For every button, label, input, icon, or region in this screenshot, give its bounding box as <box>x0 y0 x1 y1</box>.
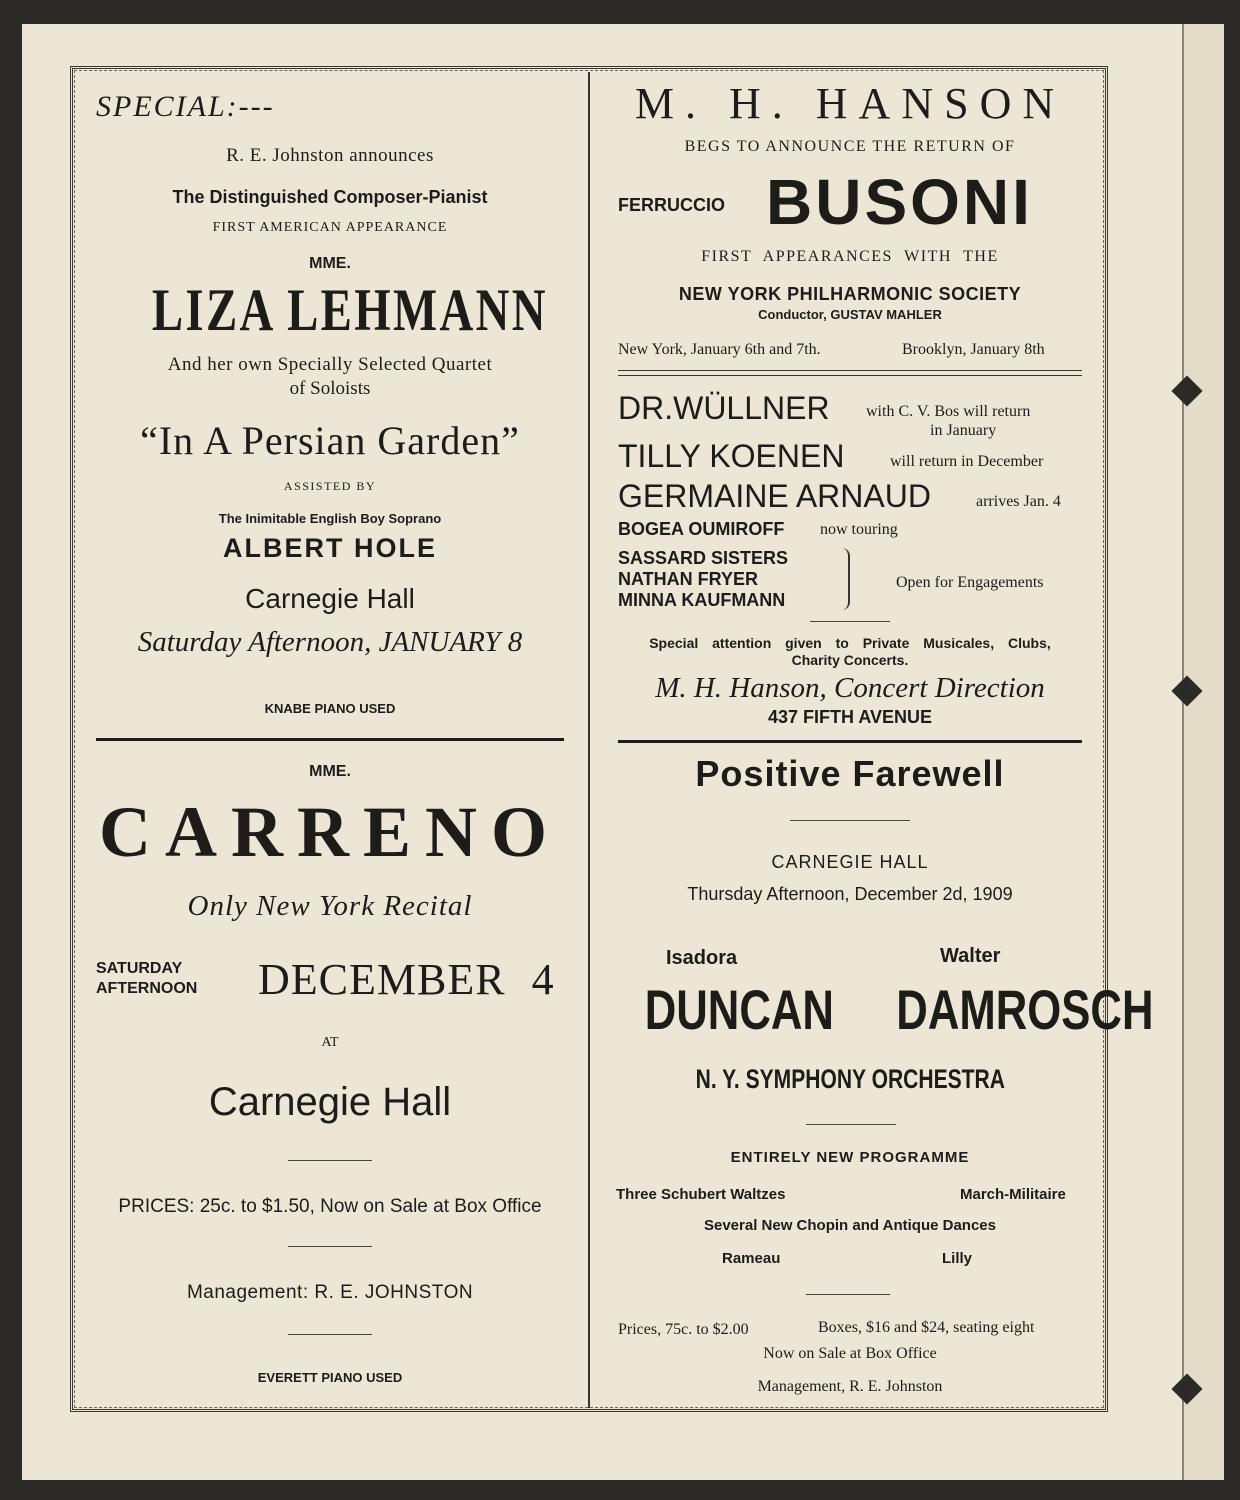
farewell-date: Thursday Afternoon, December 2d, 1909 <box>687 884 1013 904</box>
ny-dates: New York, January 6th and 7th. <box>618 341 821 358</box>
arnaud-note: arrives Jan. 4 <box>976 493 1061 510</box>
soloists-line: of Soloists <box>289 378 371 399</box>
farewell-prices: Prices, 75c. to $2.00 <box>618 1321 749 1338</box>
boy-soprano-line: The Inimitable English Boy Soprano <box>218 511 442 526</box>
lehmann-date: Saturday Afternoon, JANUARY 8 <box>137 626 523 658</box>
arnaud-name: GERMAINE ARNAUD <box>618 478 931 514</box>
mme-label: MME. <box>309 763 351 780</box>
sassard-name: SASSARD SISTERS <box>618 548 789 568</box>
carreno-prices: PRICES: 25c. to $1.50, Now on Sale at Box Office <box>118 1196 542 1217</box>
orchestra-line-text: N. Y. SYMPHONY ORCHESTRA <box>695 1064 1005 1094</box>
everett-piano-note: EVERETT PIANO USED <box>257 1370 403 1385</box>
carreno-name: CARRENO <box>98 792 561 872</box>
open-engagements: Open for Engagements <box>896 574 1044 591</box>
carnegie-hall-venue: CARNEGIE HALL <box>771 852 929 872</box>
special-heading: SPECIAL:--- <box>96 90 275 123</box>
begs-line: BEGS TO ANNOUNCE THE RETURN OF <box>684 138 1016 155</box>
section-rule <box>96 738 564 741</box>
boxes-prices: Boxes, $16 and $24, seating eight <box>818 1319 1035 1336</box>
short-rule <box>806 1294 890 1295</box>
chopin-item: Several New Chopin and Antique Dances <box>703 1217 996 1234</box>
hanson-heading: M. H. HANSON <box>634 79 1066 128</box>
walter-label: Walter <box>940 945 1001 967</box>
farewell-heading: Positive Farewell <box>695 753 1005 794</box>
recital-line: Only New York Recital <box>187 890 473 922</box>
brooklyn-date: Brooklyn, January 8th <box>902 341 1045 358</box>
carreno-management: Management: R. E. JOHNSTON <box>186 1282 474 1303</box>
kaufmann-name: MINNA KAUFMANN <box>618 590 786 610</box>
announces-line: R. E. Johnston announces <box>226 145 434 166</box>
ferruccio-label: FERRUCCIO <box>618 195 725 215</box>
first-appearances-line: FIRST APPEARANCES WITH THE <box>701 248 999 265</box>
koenen-note: will return in December <box>890 453 1044 470</box>
box-office-line: Now on Sale at Box Office <box>763 1345 937 1362</box>
duncan-name <box>618 978 834 1041</box>
double-rule <box>618 370 1082 376</box>
schubert-item: Three Schubert Waltzes <box>616 1186 786 1203</box>
knabe-piano-note: KNABE PIANO USED <box>264 701 396 716</box>
oumiroff-note: now touring <box>820 521 898 538</box>
carreno-date: DECEMBER 4 <box>258 955 555 1004</box>
farewell-management: Management, R. E. Johnston <box>757 1378 943 1395</box>
busoni-name: BUSONI <box>766 166 1033 238</box>
afternoon-label: AFTERNOON <box>96 980 198 997</box>
oumiroff-name: BOGEA OUMIROFF <box>618 519 785 539</box>
damrosch-name-text: DAMROSCH <box>896 978 1154 1041</box>
isadora-label: Isadora <box>666 947 738 969</box>
wullner-note-2: in January <box>930 422 997 439</box>
short-rule <box>790 820 910 821</box>
first-appearance-line: FIRST AMERICAN APPEARANCE <box>212 220 448 235</box>
short-rule <box>288 1246 372 1247</box>
lehmann-name-text: LIZA LEHMANN <box>151 277 548 343</box>
lehmann-name <box>96 277 564 343</box>
page-edge <box>1182 24 1224 1480</box>
conductor-line: Conductor, GUSTAV MAHLER <box>758 307 942 322</box>
saturday-label: SATURDAY <box>96 960 183 977</box>
albert-hole-name: ALBERT HOLE <box>223 533 437 563</box>
address-line: 437 FIFTH AVENUE <box>767 707 933 727</box>
section-rule <box>618 740 1082 743</box>
quartet-line: And her own Specially Selected Quartet <box>167 354 493 375</box>
short-rule <box>806 1124 896 1125</box>
short-rule <box>810 621 890 622</box>
composer-line: The Distinguished Composer-Pianist <box>172 187 488 207</box>
mme-label: MME. <box>309 255 351 272</box>
march-item: March-Militaire <box>960 1186 1066 1203</box>
carnegie-hall-venue: Carnegie Hall <box>245 583 415 614</box>
short-rule <box>288 1160 372 1161</box>
philharmonic-line: NEW YORK PHILHARMONIC SOCIETY <box>678 284 1022 304</box>
damrosch-name <box>860 978 1154 1041</box>
charity-line: Charity Concerts. <box>791 652 909 668</box>
special-attention-line: Special attention given to Private Musicales, Clubs, <box>649 635 1051 651</box>
concert-direction: M. H. Hanson, Concert Direction <box>655 672 1045 704</box>
column-divider <box>588 72 590 1408</box>
short-rule <box>288 1334 372 1335</box>
wullner-note: with C. V. Bos will return <box>866 403 1031 420</box>
duncan-name-text: DUNCAN <box>644 978 834 1041</box>
lilly-item: Lilly <box>942 1250 973 1267</box>
carnegie-hall-venue: Carnegie Hall <box>208 1080 452 1124</box>
fryer-name: NATHAN FRYER <box>618 569 758 589</box>
koenen-name: TILLY KOENEN <box>618 438 845 474</box>
orchestra-line <box>618 1066 1082 1093</box>
assisted-by: ASSISTED BY <box>283 479 377 493</box>
wullner-name: DR.WÜLLNER <box>618 390 830 426</box>
persian-garden-title: “In A Persian Garden” <box>140 418 520 463</box>
brace <box>840 548 850 610</box>
at-label: AT <box>321 1035 339 1050</box>
programme-heading: ENTIRELY NEW PROGRAMME <box>730 1149 970 1166</box>
rameau-item: Rameau <box>722 1250 781 1267</box>
